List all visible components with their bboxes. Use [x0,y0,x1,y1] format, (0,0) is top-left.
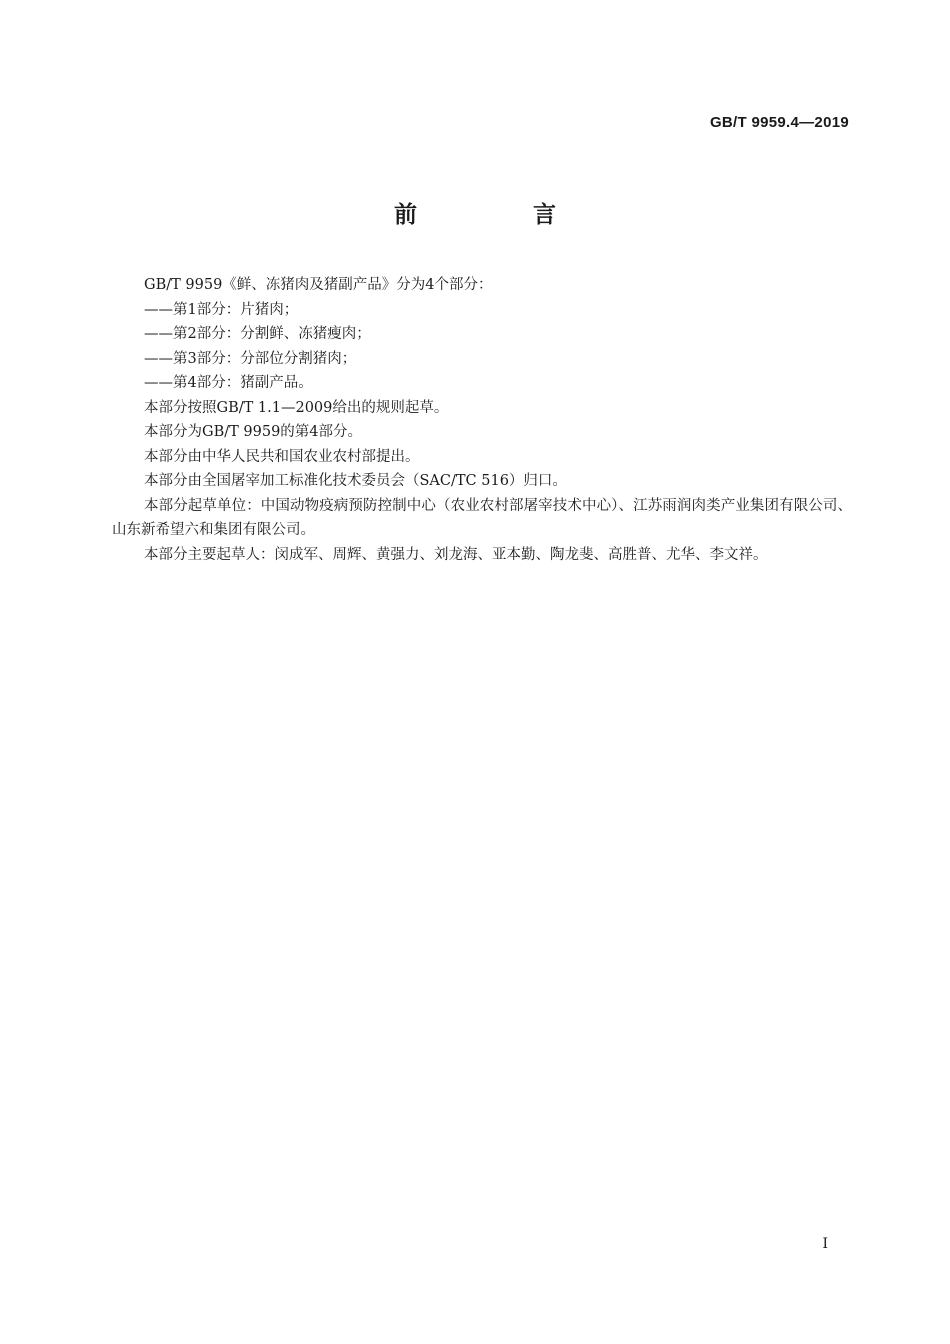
page-title: 前 言 [393,202,610,228]
paragraph-part-statement: 本部分为GB/T 9959的第4部分。 [144,424,363,440]
paragraph-parts-intro: GB/T 9959《鲜、冻猪肉及猪副产品》分为4个部分： [144,277,493,293]
paragraph-proposed-by: 本部分由中华人民共和国农业农村部提出。 [144,448,420,465]
page-number: I [822,1236,828,1252]
foreword-body [112,273,852,567]
paragraph-under-jurisdiction: 本部分由全国屠宰加工标准化技术委员会（SAC/TC 516）归口。 [144,473,567,489]
standard-number: GB/T 9959.4—2019 [709,114,849,131]
paragraph-drafting-units: 本部分起草单位：中国动物疫病预防控制中心（农业农村部屠宰技术中心）、江苏雨润肉类产业集团有限公司、山东新希望六和集团有限公司。 [112,497,852,538]
list-item-part-3: ——第3部分：分部位分割猪肉； [144,350,357,367]
paragraph-drafting-rules: 本部分按照GB/T 1.1—2009给出的规则起草。 [144,399,449,416]
list-item-part-1: ——第1部分：片猪肉； [144,301,299,318]
list-item-part-2: ——第2部分：分割鲜、冻猪瘦肉； [144,326,371,342]
paragraph-drafters: 本部分主要起草人：闵成军、周辉、黄强力、刘龙海、亚本勤、陶龙斐、高胜普、尤华、李文祥。 [144,546,768,563]
list-item-part-4: ——第4部分：猪副产品。 [144,375,313,391]
